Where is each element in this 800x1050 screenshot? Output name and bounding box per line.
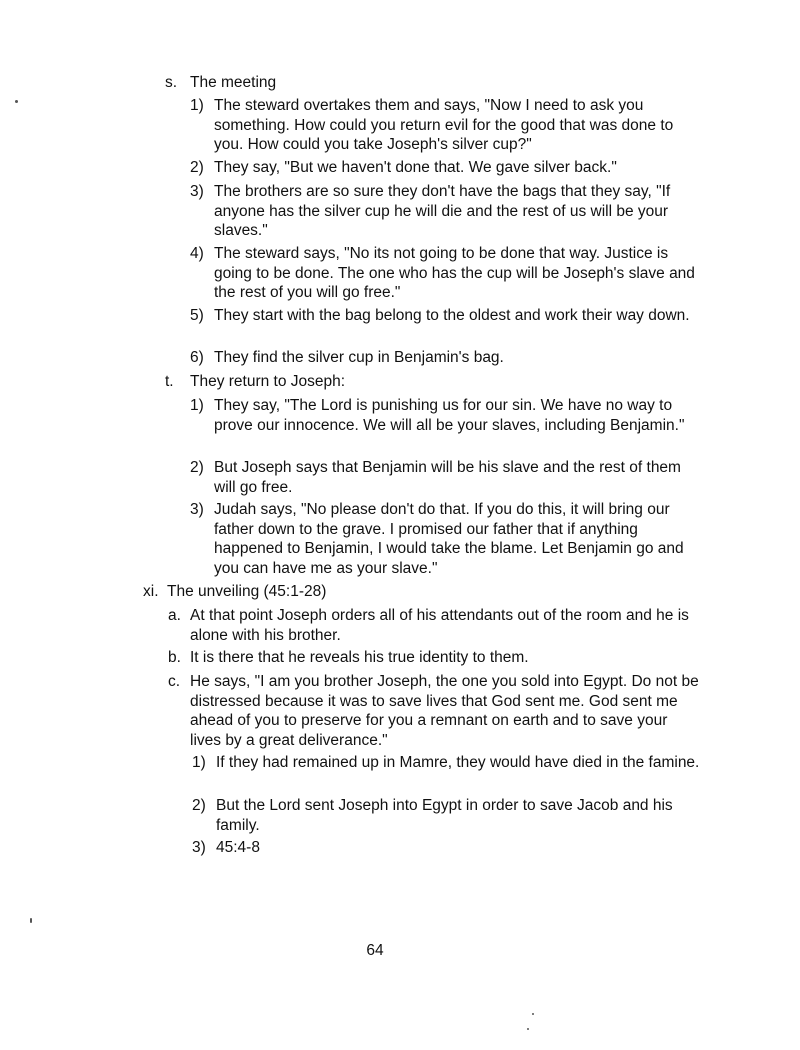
outline-marker: 3) — [190, 183, 204, 200]
outline-item-s-3 — [190, 182, 704, 241]
outline-marker: xi. — [143, 583, 159, 600]
outline-item-t-3 — [190, 500, 704, 578]
outline-text: The steward says, "No its not going to be done that way. Justice is going to be done. The one who has the cup will be Joseph's slave and the rest of you will go free." — [214, 245, 695, 301]
outline-item-xi-c-2 — [192, 796, 704, 835]
outline-heading: The unveiling (45:1-28) — [167, 583, 327, 600]
outline-item-s — [165, 73, 710, 93]
scan-speck — [30, 918, 32, 923]
outline-text: The brothers are so sure they don't have the bags that they say, "If anyone has the silver cup he will die and the rest of us will be your slaves." — [214, 183, 671, 239]
outline-item-s-4 — [190, 244, 704, 303]
outline-item-t — [165, 372, 710, 392]
outline-item-xi-c — [168, 672, 702, 750]
outline-marker: 1) — [190, 97, 204, 114]
outline-item-s-2 — [190, 158, 704, 178]
outline-item-xi — [143, 582, 707, 602]
outline-item-t-2 — [190, 458, 704, 497]
outline-marker: a. — [168, 607, 181, 624]
outline-text: He says, "I am you brother Joseph, the one you sold into Egypt. Do not be distressed because it was to save lives that God sent me. God sent me ahead of you to preserve for you a remnant on earth and to save your lives by a great deliverance." — [190, 673, 699, 749]
outline-heading: The meeting — [190, 74, 277, 91]
outline-marker: 2) — [190, 459, 204, 476]
outline-item-s-1 — [190, 96, 704, 155]
outline-item-xi-c-1 — [192, 753, 704, 773]
outline-item-s-5 — [190, 306, 704, 326]
outline-marker: 1) — [192, 754, 206, 771]
outline-item-t-1 — [190, 396, 704, 435]
scan-speck — [532, 1013, 534, 1015]
outline-text: But Joseph says that Benjamin will be his slave and the rest of them will go free. — [214, 459, 681, 496]
outline-text: They find the silver cup in Benjamin's bag. — [214, 349, 504, 366]
outline-marker: c. — [168, 673, 181, 690]
outline-text: Judah says, "No please don't do that. If you do this, it will bring our father down to the grave. I promised our father that if anything happened to Benjamin, I would take the blame. Let Benjamin go and you can have me as your slave." — [214, 501, 684, 577]
page-number: 64 — [366, 942, 384, 959]
scan-speck — [527, 1028, 529, 1030]
outline-marker: 6) — [190, 349, 204, 366]
outline-text: They start with the bag belong to the oldest and work their way down. — [214, 307, 690, 324]
outline-marker: s. — [165, 74, 178, 91]
outline-marker: b. — [168, 649, 181, 666]
outline-marker: 5) — [190, 307, 204, 324]
outline-text: 45:4-8 — [216, 839, 260, 856]
scan-speck — [15, 100, 18, 103]
outline-marker: 3) — [192, 839, 206, 856]
outline-text: But the Lord sent Joseph into Egypt in order to save Jacob and his family. — [216, 797, 673, 834]
outline-text: It is there that he reveals his true identity to them. — [190, 649, 529, 666]
outline-marker: 2) — [190, 159, 204, 176]
outline-marker: 3) — [190, 501, 204, 518]
outline-item-s-6 — [190, 348, 704, 368]
outline-text: At that point Joseph orders all of his attendants out of the room and he is alone with his brother. — [190, 607, 689, 644]
outline-text: They say, "But we haven't done that. We gave silver back." — [214, 159, 617, 176]
outline-item-xi-c-3 — [192, 838, 704, 858]
outline-marker: 1) — [190, 397, 204, 414]
outline-heading: They return to Joseph: — [190, 373, 346, 390]
outline-text: If they had remained up in Mamre, they would have died in the famine. — [216, 754, 700, 771]
outline-marker: 2) — [192, 797, 206, 814]
outline-marker: 4) — [190, 245, 204, 262]
outline-item-xi-a — [168, 606, 702, 645]
outline-item-xi-b — [168, 648, 702, 668]
outline-marker: t. — [165, 373, 174, 390]
outline-text: They say, "The Lord is punishing us for our sin. We have no way to prove our innocence. We will all be your slaves, including Benjamin." — [214, 397, 685, 434]
outline-text: The steward overtakes them and says, "Now I need to ask you something. How could you return evil for the good that was done to you. How could you take Joseph's silver cup?" — [214, 97, 674, 153]
